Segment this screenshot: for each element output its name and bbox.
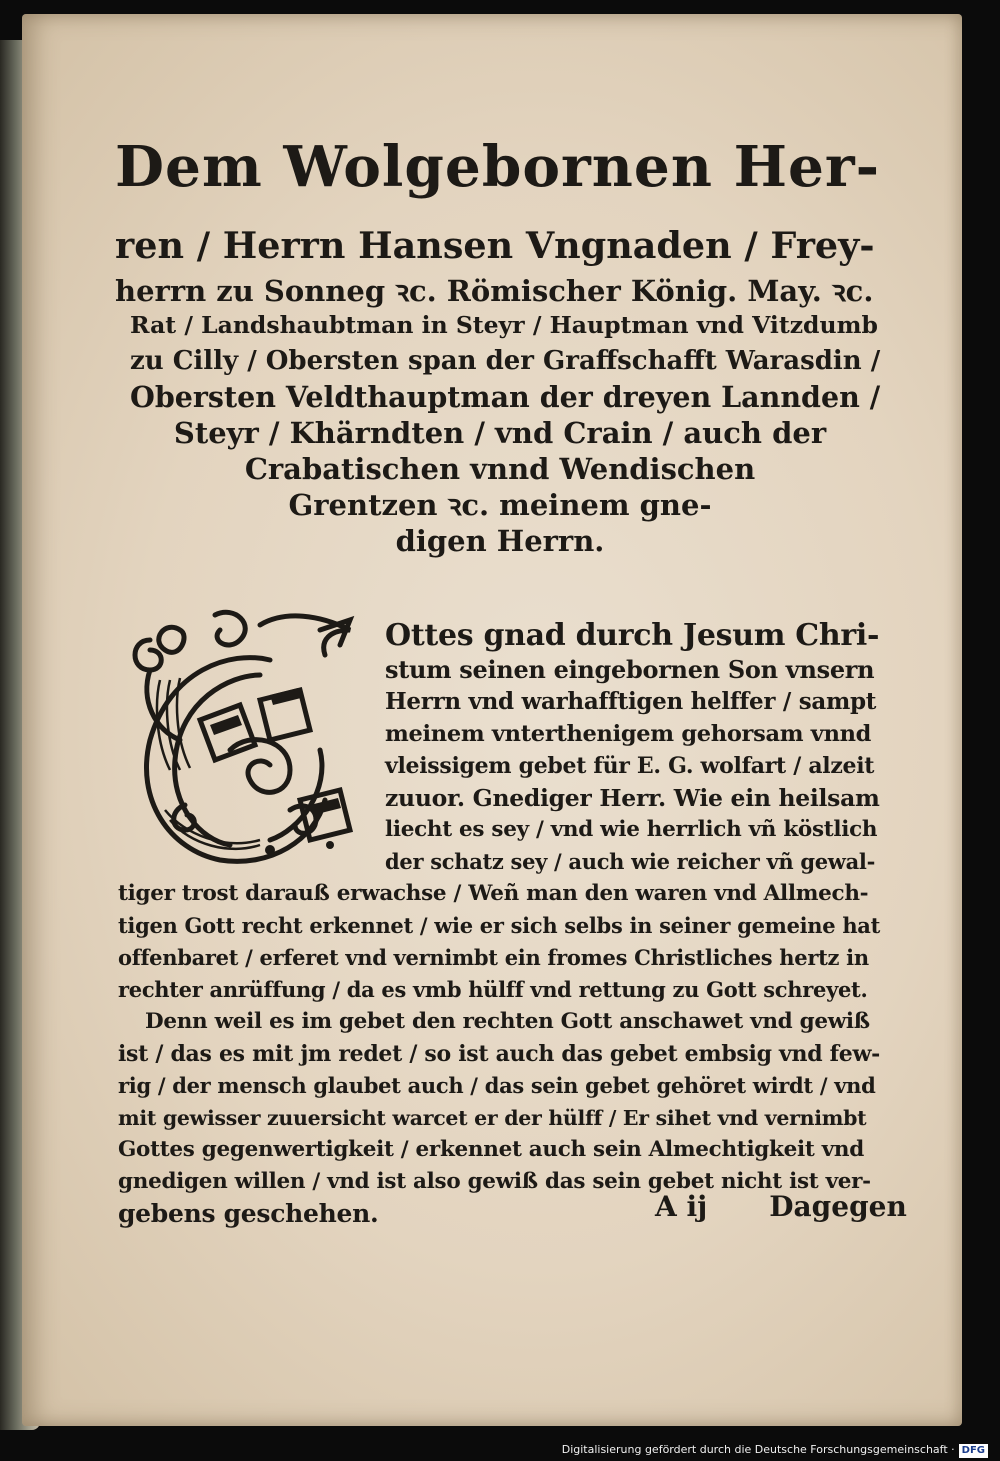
signature-mark: A ij	[655, 1190, 708, 1223]
catchword: Dagegen	[769, 1190, 907, 1223]
body-line: Ottes gnad durch Jesum Chri-	[385, 618, 880, 653]
body-line: rechter anrüffung / da es vmb hülff vnd rettung zu Gott schreyet.	[118, 977, 868, 1002]
body-line: tiger trost darauß erwachse / Weñ man den waren vnd Allmech-	[118, 881, 869, 906]
dfg-logo: DFG	[959, 1444, 988, 1458]
body-line: zuuor. Gnediger Herr. Wie ein heilsam	[385, 784, 880, 812]
digitization-credit: Digitalisierung gefördert durch die Deutsche Forschungsgemeinschaft · DFG	[562, 1441, 988, 1459]
page-footer	[655, 1190, 907, 1223]
credit-text: Digitalisierung gefördert durch die Deutsche Forschungsgemeinschaft	[561, 1443, 948, 1456]
body-line: Denn weil es im gebet den rechten Gott anschawet vnd gewiß	[145, 1009, 870, 1034]
dedication-line-6: Obersten Veldthauptman der dreyen Lannden /	[130, 380, 881, 414]
dedication-line-9: Grentzen ꝛc. meinem gne-	[288, 488, 712, 522]
body-line: Gottes gegenwertigkeit / erkennet auch sein Almechtigkeit vnd	[118, 1137, 864, 1162]
dedication-line-5: zu Cilly / Obersten span der Graffschafft Warasdin /	[130, 346, 881, 376]
body-line: tigen Gott recht erkennet / wie er sich selbs in seiner gemeine hat	[118, 913, 881, 938]
body-line: gnedigen willen / vnd ist also gewiß das sein gebet nicht ist ver-	[118, 1169, 871, 1194]
body-line: der schatz sey / auch wie reicher vñ gewal-	[385, 849, 875, 874]
dedication-line-3: herrn zu Sonneg ꝛc. Römischer König. May. ꝛc.	[115, 274, 874, 308]
body-line: liecht es sey / vnd wie herrlich vñ köstlich	[385, 817, 878, 842]
body-line: ist / das es mit jm redet / so ist auch das gebet embsig vnd few-	[118, 1041, 880, 1067]
body-line: rig / der mensch glaubet auch / das sein gebet gehöret wirdt / vnd	[118, 1073, 876, 1098]
dedication-line-2: ren / Herrn Hansen Vngnaden / Frey-	[115, 224, 875, 267]
ornamental-initial-icon	[120, 600, 380, 870]
dedication-line-4: Rat / Landshaubtman in Steyr / Hauptman vnd Vitzdumb	[130, 311, 878, 339]
body-line: meinem vnterthenigem gehorsam vnnd	[385, 721, 872, 747]
body-line: Herrn vnd warhafftigen helffer / sampt	[385, 688, 877, 715]
body-line: mit gewisser zuuersicht warcet er der hülff / Er sihet vnd vernimbt	[118, 1106, 867, 1130]
dedication-title: Dem Wolgebornen Her-	[115, 134, 881, 200]
body-line: stum seinen eingebornen Son vnsern	[385, 655, 875, 684]
dedication-line-10: digen Herrn.	[395, 524, 605, 558]
body-line: offenbaret / erferet vnd vernimbt ein fromes Christliches hertz in	[118, 945, 869, 970]
dedication-line-7: Steyr / Khärndten / vnd Crain / auch der	[173, 416, 827, 450]
body-line: gebens geschehen.	[118, 1199, 379, 1228]
body-line: vleissigem gebet für E. G. wolfart / alzeit	[385, 753, 875, 779]
dedication-line-8: Crabatischen vnnd Wendischen	[244, 452, 756, 486]
